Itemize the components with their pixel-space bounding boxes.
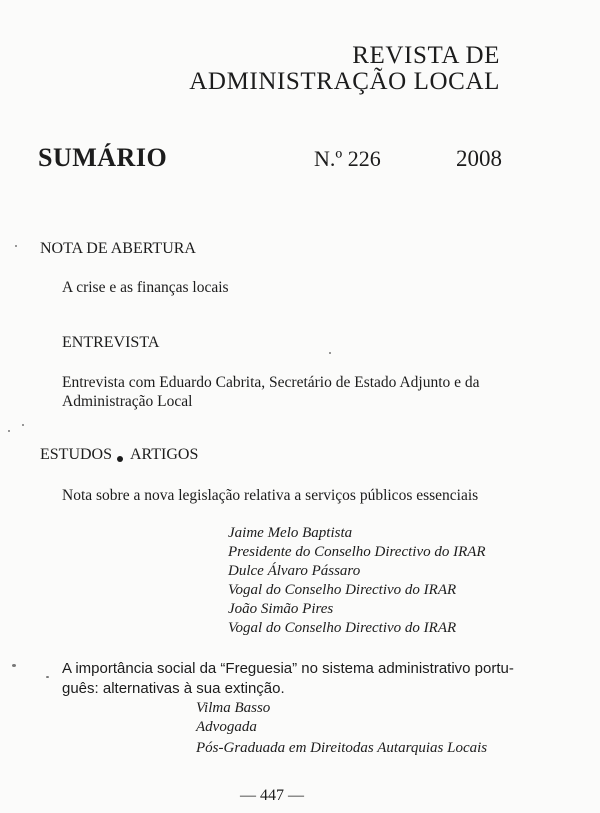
article1-author-3-role: Vogal do Conselho Directivo do IRAR — [228, 620, 457, 636]
section-heading-entrevista: ENTREVISTA — [62, 334, 160, 351]
interview-line2: Administração Local — [62, 393, 193, 410]
article1-title: Nota sobre a nova legislação relativa a serviços públicos essenciais — [62, 487, 479, 504]
bullet-separator — [117, 456, 123, 462]
article1-author-1-role: Presidente do Conselho Directivo do IRAR — [228, 544, 486, 560]
issue-number: N.º 226 — [314, 146, 381, 171]
scan-speck — [329, 352, 331, 354]
interview-line1: Entrevista com Eduardo Cabrita, Secretário de Estado Adjunto e da — [62, 374, 480, 391]
contents-heading: SUMÁRIO — [38, 143, 168, 172]
scan-speck — [22, 424, 24, 426]
article1-author-3: João Simão Pires — [228, 601, 334, 617]
journal-title-line2: ADMINISTRAÇÃO LOCAL — [189, 68, 500, 95]
article2-title-line1: A importância social da “Freguesia” no sistema administrativo portu- — [62, 660, 514, 677]
section-heading-estudos: ESTUDOS — [40, 446, 113, 463]
journal-title-line1: REVISTA DE — [352, 42, 500, 69]
article2-author-credential: Pós-Graduada em Direitodas Autarquias Locais — [196, 740, 488, 756]
scan-speck — [46, 676, 49, 678]
issue-year: 2008 — [456, 146, 502, 171]
article1-author-2-role: Vogal do Conselho Directivo do IRAR — [228, 582, 457, 598]
article1-author-2: Dulce Álvaro Pássaro — [228, 563, 361, 579]
page-number: — 447 — — [240, 787, 304, 804]
scan-speck — [12, 664, 16, 667]
article2-author: Vilma Basso — [196, 700, 271, 716]
article2-title-line2: guês: alternativas à sua extinção. — [62, 680, 285, 697]
scan-speck — [15, 245, 17, 247]
scan-speck — [8, 430, 10, 432]
article2-author-role: Advogada — [196, 719, 257, 735]
article-crise-financas: A crise e as finanças locais — [62, 279, 229, 296]
section-heading-nota-abertura: NOTA DE ABERTURA — [40, 240, 196, 257]
section-heading-artigos: ARTIGOS — [130, 446, 199, 463]
article1-author-1: Jaime Melo Baptista — [228, 525, 353, 541]
